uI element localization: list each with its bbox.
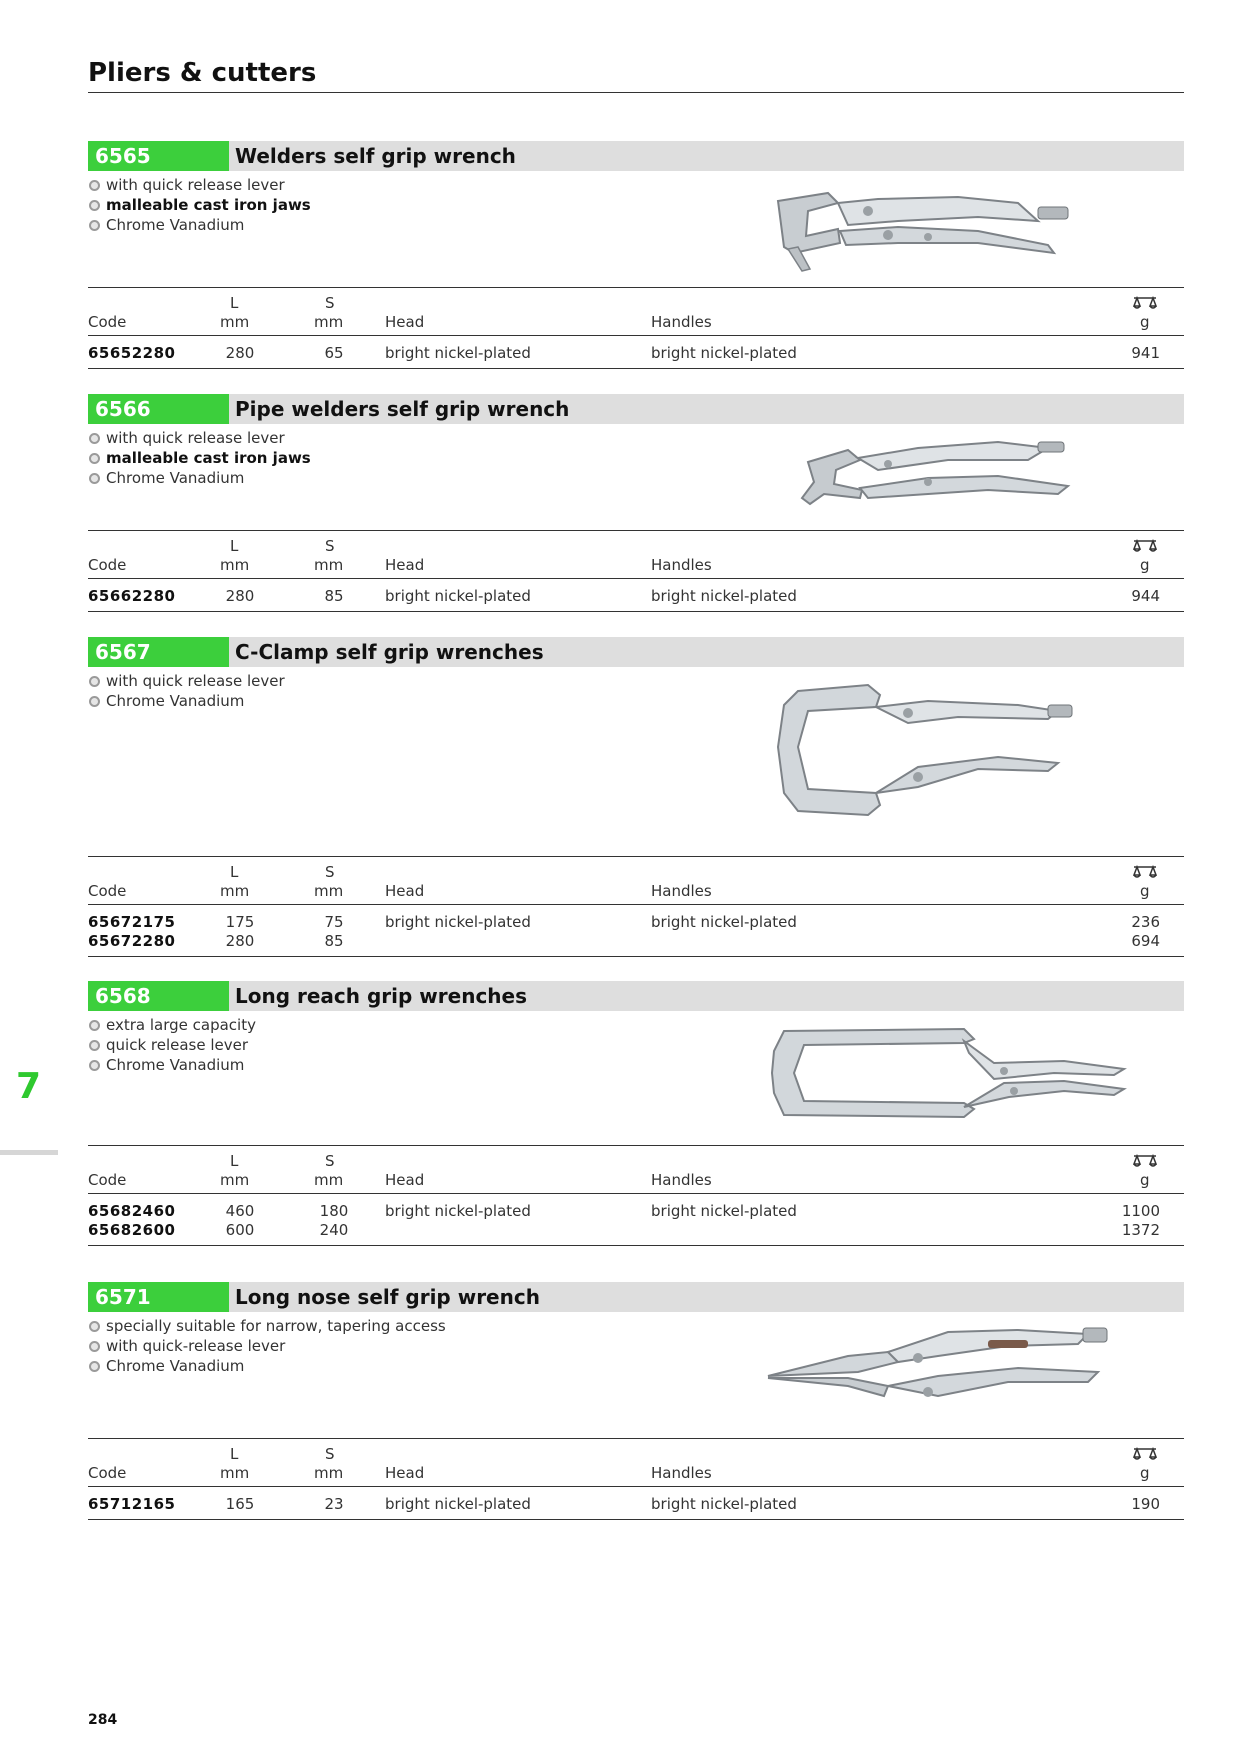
col-header-head: Head bbox=[385, 1171, 425, 1189]
col-header-handles: Handles bbox=[651, 313, 712, 331]
section-title: Long nose self grip wrench bbox=[235, 1285, 540, 1309]
col-header-code: Code bbox=[88, 882, 127, 900]
cell-weight: 941 bbox=[1131, 344, 1160, 362]
cell-span: 75 bbox=[324, 913, 344, 931]
cell-weight: 190 bbox=[1131, 1495, 1160, 1513]
col-header-span-unit: mm bbox=[314, 882, 344, 900]
long-nose-grip-wrench-image bbox=[758, 1316, 1188, 1426]
pipe-welders-grip-wrench-image bbox=[788, 432, 1168, 522]
table-rule bbox=[88, 530, 1184, 531]
cell-code: 65682600 bbox=[88, 1221, 176, 1239]
cell-weight: 944 bbox=[1131, 587, 1160, 605]
cell-weight: 694 bbox=[1131, 932, 1160, 950]
col-header-span-unit: mm bbox=[314, 313, 344, 331]
chapter-number: 7 bbox=[16, 1066, 42, 1107]
cell-length: 460 bbox=[225, 1202, 255, 1220]
col-header-span: S bbox=[325, 294, 335, 312]
chapter-tab-bar bbox=[0, 1150, 58, 1155]
section-header bbox=[88, 141, 1184, 171]
section-title: Pipe welders self grip wrench bbox=[235, 397, 570, 421]
cell-code: 65682460 bbox=[88, 1202, 176, 1220]
cell-head: bright nickel-plated bbox=[385, 344, 531, 362]
cell-length: 280 bbox=[225, 932, 255, 950]
col-header-handles: Handles bbox=[651, 556, 712, 574]
cell-handles: bright nickel-plated bbox=[651, 913, 797, 931]
table-rule bbox=[88, 1193, 1184, 1194]
spec-table bbox=[88, 1438, 1184, 1522]
product-section-6571 bbox=[88, 1282, 1184, 1513]
cell-handles: bright nickel-plated bbox=[651, 587, 797, 605]
cell-head: bright nickel-plated bbox=[385, 1495, 531, 1513]
scale-icon bbox=[1133, 865, 1157, 879]
scale-icon bbox=[1133, 296, 1157, 310]
cell-handles: bright nickel-plated bbox=[651, 344, 797, 362]
cell-span: 65 bbox=[324, 344, 344, 362]
bullet-icon bbox=[89, 1361, 100, 1372]
col-header-length-unit: mm bbox=[220, 882, 250, 900]
feature-item: Chrome Vanadium bbox=[88, 215, 1184, 235]
table-rule bbox=[88, 1486, 1184, 1487]
col-header-code: Code bbox=[88, 556, 127, 574]
section-header bbox=[88, 981, 1184, 1011]
feature-item: specially suitable for narrow, tapering access bbox=[88, 1316, 1184, 1336]
feature-item: Chrome Vanadium bbox=[88, 468, 1184, 488]
c-clamp-grip-wrench-image bbox=[758, 677, 1178, 827]
col-header-span-unit: mm bbox=[314, 1464, 344, 1482]
table-rule bbox=[88, 287, 1184, 288]
product-section-6566 bbox=[88, 394, 1184, 605]
section-header bbox=[88, 637, 1184, 667]
cell-code: 65652280 bbox=[88, 344, 176, 362]
table-rule bbox=[88, 1145, 1184, 1146]
table-rule bbox=[88, 335, 1184, 336]
bullet-icon bbox=[89, 473, 100, 484]
cell-code: 65712165 bbox=[88, 1495, 176, 1513]
section-code: 6571 bbox=[88, 1282, 229, 1312]
col-header-handles: Handles bbox=[651, 882, 712, 900]
bullet-icon bbox=[89, 200, 100, 211]
col-header-weight-unit: g bbox=[1140, 313, 1150, 331]
bullet-icon bbox=[89, 1060, 100, 1071]
col-header-length-unit: mm bbox=[220, 313, 250, 331]
bullet-icon bbox=[89, 1321, 100, 1332]
col-header-span: S bbox=[325, 863, 335, 881]
col-header-weight-unit: g bbox=[1140, 882, 1150, 900]
cell-weight: 1100 bbox=[1121, 1202, 1160, 1220]
col-header-weight-unit: g bbox=[1140, 1464, 1150, 1482]
bullet-icon bbox=[89, 1040, 100, 1051]
table-rule bbox=[88, 1245, 1184, 1246]
col-header-head: Head bbox=[385, 556, 425, 574]
col-header-span-unit: mm bbox=[314, 556, 344, 574]
bullet-icon bbox=[89, 696, 100, 707]
cell-length: 165 bbox=[225, 1495, 255, 1513]
col-header-code: Code bbox=[88, 313, 127, 331]
section-code: 6568 bbox=[88, 981, 229, 1011]
col-header-weight-unit: g bbox=[1140, 1171, 1150, 1189]
bullet-icon bbox=[89, 220, 100, 231]
table-rule bbox=[88, 956, 1184, 957]
bullet-icon bbox=[89, 676, 100, 687]
scale-icon bbox=[1133, 1447, 1157, 1461]
section-title: Welders self grip wrench bbox=[235, 144, 516, 168]
table-rule bbox=[88, 1519, 1184, 1520]
feature-item: extra large capacity bbox=[88, 1015, 1184, 1035]
col-header-code: Code bbox=[88, 1464, 127, 1482]
product-section-6567 bbox=[88, 637, 1184, 950]
section-header bbox=[88, 1282, 1184, 1312]
cell-length: 600 bbox=[225, 1221, 255, 1239]
page-title: Pliers & cutters bbox=[88, 58, 317, 88]
col-header-code: Code bbox=[88, 1171, 127, 1189]
scale-icon bbox=[1133, 1154, 1157, 1168]
cell-handles: bright nickel-plated bbox=[651, 1202, 797, 1220]
feature-item: malleable cast iron jaws bbox=[88, 195, 1184, 215]
feature-item: with quick-release lever bbox=[88, 1336, 1184, 1356]
cell-span: 180 bbox=[319, 1202, 349, 1220]
col-header-head: Head bbox=[385, 313, 425, 331]
col-header-handles: Handles bbox=[651, 1464, 712, 1482]
cell-head: bright nickel-plated bbox=[385, 1202, 531, 1220]
col-header-length: L bbox=[230, 537, 239, 555]
cell-head: bright nickel-plated bbox=[385, 913, 531, 931]
section-code: 6566 bbox=[88, 394, 229, 424]
table-rule bbox=[88, 856, 1184, 857]
col-header-length: L bbox=[230, 863, 239, 881]
col-header-span: S bbox=[325, 1152, 335, 1170]
col-header-length: L bbox=[230, 1445, 239, 1463]
bullet-icon bbox=[89, 1020, 100, 1031]
cell-length: 280 bbox=[225, 587, 255, 605]
col-header-span: S bbox=[325, 537, 335, 555]
cell-span: 240 bbox=[319, 1221, 349, 1239]
feature-item: Chrome Vanadium bbox=[88, 1356, 1184, 1376]
table-rule bbox=[88, 368, 1184, 369]
spec-table bbox=[88, 856, 1184, 960]
feature-item: Chrome Vanadium bbox=[88, 1055, 1184, 1075]
col-header-span-unit: mm bbox=[314, 1171, 344, 1189]
feature-item: Chrome Vanadium bbox=[88, 691, 1184, 711]
cell-weight: 236 bbox=[1131, 913, 1160, 931]
bullet-icon bbox=[89, 180, 100, 191]
bullet-icon bbox=[89, 453, 100, 464]
product-section-6568 bbox=[88, 981, 1184, 1239]
cell-code: 65662280 bbox=[88, 587, 176, 605]
col-header-head: Head bbox=[385, 882, 425, 900]
scale-icon bbox=[1133, 539, 1157, 553]
cell-head: bright nickel-plated bbox=[385, 587, 531, 605]
cell-code: 65672175 bbox=[88, 913, 176, 931]
col-header-length: L bbox=[230, 294, 239, 312]
cell-weight: 1372 bbox=[1121, 1221, 1160, 1239]
col-header-length-unit: mm bbox=[220, 1464, 250, 1482]
cell-code: 65672280 bbox=[88, 932, 176, 950]
col-header-length: L bbox=[230, 1152, 239, 1170]
table-rule bbox=[88, 904, 1184, 905]
spec-table bbox=[88, 287, 1184, 365]
col-header-span: S bbox=[325, 1445, 335, 1463]
spec-table bbox=[88, 1145, 1184, 1249]
table-rule bbox=[88, 611, 1184, 612]
col-header-head: Head bbox=[385, 1464, 425, 1482]
col-header-handles: Handles bbox=[651, 1171, 712, 1189]
cell-span: 23 bbox=[324, 1495, 344, 1513]
welders-grip-wrench-image bbox=[758, 181, 1168, 281]
cell-span: 85 bbox=[324, 587, 344, 605]
cell-handles: bright nickel-plated bbox=[651, 1495, 797, 1513]
col-header-length-unit: mm bbox=[220, 556, 250, 574]
section-title: C-Clamp self grip wrenches bbox=[235, 640, 544, 664]
bullet-icon bbox=[89, 433, 100, 444]
spec-table bbox=[88, 530, 1184, 614]
table-rule bbox=[88, 578, 1184, 579]
feature-item: with quick release lever bbox=[88, 428, 1184, 448]
page-number: 284 bbox=[88, 1712, 118, 1728]
section-code: 6565 bbox=[88, 141, 229, 171]
feature-item: quick release lever bbox=[88, 1035, 1184, 1055]
section-code: 6567 bbox=[88, 637, 229, 667]
col-header-weight-unit: g bbox=[1140, 556, 1150, 574]
long-reach-grip-wrench-image bbox=[764, 1023, 1194, 1123]
col-header-length-unit: mm bbox=[220, 1171, 250, 1189]
feature-item: with quick release lever bbox=[88, 671, 1184, 691]
feature-item: with quick release lever bbox=[88, 175, 1184, 195]
section-header bbox=[88, 394, 1184, 424]
title-divider bbox=[88, 92, 1184, 93]
table-rule bbox=[88, 1438, 1184, 1439]
cell-span: 85 bbox=[324, 932, 344, 950]
cell-length: 280 bbox=[225, 344, 255, 362]
bullet-icon bbox=[89, 1341, 100, 1352]
cell-length: 175 bbox=[225, 913, 255, 931]
product-section-6565 bbox=[88, 141, 1184, 362]
section-title: Long reach grip wrenches bbox=[235, 984, 528, 1008]
feature-item: malleable cast iron jaws bbox=[88, 448, 1184, 468]
